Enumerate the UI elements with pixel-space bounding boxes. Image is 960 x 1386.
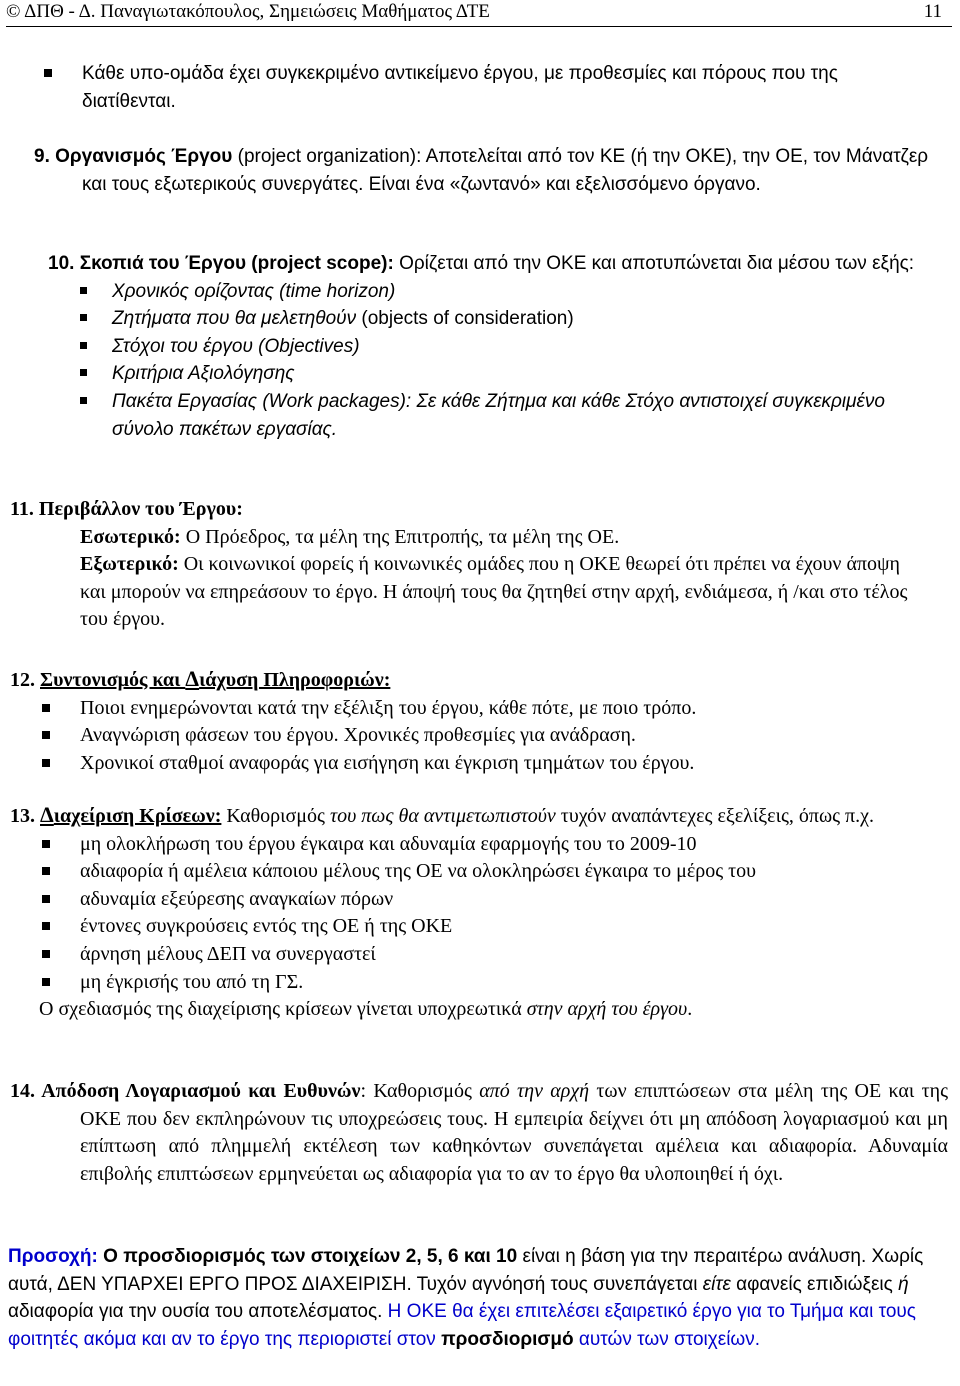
- section-9-title: 9. Οργανισμός Έργου: [34, 146, 233, 167]
- external-label: Εξωτερικό:: [80, 553, 179, 576]
- list-item: αδυναμία εξεύρεσης αναγκαίων πόρων: [30, 886, 930, 914]
- text-part: Η ΟΚΕ θα έχει επιτελέσει εξαιρετικό έργο για το Τμήμα και τους φοιτητές ακόμα και αν το έργο της περιοριστεί στον: [8, 1301, 916, 1350]
- internal-label: Εσωτερικό:: [80, 525, 181, 548]
- text-part: αδιαφορία για την ουσία του αποτελέσματος.: [8, 1301, 388, 1323]
- section-11: [10, 496, 930, 634]
- list-item: Ποιοι ενημερώνονται κατά την εξέλιξη του έργου, κάθε πότε, με ποιο τρόπο.: [30, 695, 930, 723]
- list-item: μη έγκρισής του από τη ΓΣ.: [30, 969, 930, 997]
- section-9-text: (project organization): Αποτελείται από τον ΚΕ (ή την ΟΚΕ), την ΟΕ, τον Μάνατζερ και τους εξωτερικούς συνεργάτες. Είναι ένα «ζωντανό» και εξελισσόμενο όργανο.: [82, 146, 929, 195]
- section-10-title: 10. Σκοπιά του Έργου (project scope):: [48, 253, 394, 274]
- section-13-title: [10, 801, 930, 831]
- section-11-external: [10, 551, 930, 634]
- text-part: στην αρχή του έργου: [526, 998, 688, 1021]
- list-item: άρνηση μέλους ΔΕΠ να συνεργαστεί: [30, 941, 930, 969]
- text-part: Ο σχεδιασμός της διαχείρισης κρίσεων γίνεται υποχρεωτικά: [39, 998, 527, 1021]
- item-tail: (objects of consideration): [356, 308, 574, 330]
- note-text: [8, 1243, 933, 1353]
- section-11-title: 11. Περιβάλλον του Έργου:: [10, 498, 243, 520]
- info-list: [30, 695, 930, 778]
- text-part: .: [687, 998, 693, 1021]
- crisis-list: [30, 831, 930, 997]
- section-11-internal: [10, 524, 930, 552]
- section-10-text: Ορίζεται από την ΟΚΕ και αποτυπώνεται δια μέσου των εξής:: [393, 253, 915, 274]
- title-part: Συντονισμός και: [40, 669, 186, 691]
- text-part: προσδιορισμό: [441, 1328, 574, 1350]
- list-item: Χρονικοί σταθμοί αναφοράς για εισήγηση και έγκριση τμημάτων του έργου.: [30, 750, 930, 778]
- text-part: του πως θα αντιμετωπιστούν: [329, 805, 556, 827]
- section-12: [10, 665, 930, 777]
- text-part: ή: [898, 1273, 909, 1295]
- title-part: Δ: [40, 802, 54, 827]
- text-part: Καθορισμός: [221, 805, 330, 827]
- list-item: [80, 305, 948, 333]
- section-13-closing: [10, 996, 930, 1024]
- external-text: Οι κοινωνικοί φορείς ή κοινωνικές ομάδες που η ΟΚΕ θεωρεί ότι πρέπει να έχουν άποψη και μπορούν να επηρεάσουν το έργο. Η άποψή τους θα ζητηθεί στην αρχή, ενδιάμεσα, ή /και στο τέλος του έργου.: [80, 553, 908, 631]
- note-block: [8, 1243, 933, 1353]
- section-num: 12.: [10, 669, 40, 691]
- section-12-title: [10, 665, 930, 695]
- top-bullet-list: [32, 60, 932, 115]
- top-bullet-block: [32, 60, 932, 115]
- list-item: Κριτήρια Αξιολόγησης: [80, 360, 948, 388]
- page-number: 11: [923, 1, 942, 22]
- section-13: [10, 801, 930, 1024]
- title-part: ιάχυση Πληροφοριών:: [199, 669, 391, 691]
- section-14-text: [10, 1078, 948, 1188]
- title-part: Δ: [185, 666, 200, 691]
- title-part: ιαχείριση Κρίσεων:: [53, 805, 222, 827]
- list-item: αδιαφορία ή αμέλεια κάποιου μέλους της ΟΕ να ολοκληρώσει έγκαιρα το μέρος του: [30, 858, 930, 886]
- list-item: Αναγνώριση φάσεων του έργου. Χρονικές προθεσμίες για ανάδραση.: [30, 722, 930, 750]
- text-part: Ο προσδιορισμός των στοιχείων 2, 5, 6 και 10: [97, 1246, 523, 1267]
- section-14: [10, 1078, 948, 1188]
- internal-text: Ο Πρόεδρος, τα μέλη της Επιτροπής, τα μέλη της ΟΕ.: [180, 525, 620, 548]
- text-part: αφανείς επιδιώξεις: [730, 1273, 899, 1295]
- text-part: είναι η βάση για την περαιτέρω ανάλυση. Χωρίς αυτά, ΔΕΝ ΥΠΑΡΧΕΙ ΕΡΓΟ ΠΡΟΣ ΔΙΑΧΕΙΡΙΣΗ. Τυχόν αγνόησή τους συνεπάγεται: [8, 1246, 924, 1295]
- item-text: Ζητήματα που θα μελετηθούν: [112, 308, 357, 330]
- text-part: από την αρχή: [479, 1080, 590, 1102]
- note-label: Προσοχή:: [8, 1246, 98, 1267]
- text-part: αυτών των στοιχείων.: [573, 1328, 761, 1350]
- list-item: μη ολοκλήρωση του έργου έγκαιρα και αδυναμία εφαρμογής του το 2009-10: [30, 831, 930, 859]
- text-part: τυχόν αναπάντεχες εξελίξεις, όπως π.χ.: [555, 805, 875, 827]
- text-part: : Καθορισμός: [360, 1080, 480, 1102]
- scope-list: [80, 278, 948, 444]
- list-item: έντονες συγκρούσεις εντός της ΟΕ ή της ΟΚΕ: [30, 913, 930, 941]
- list-item: Κάθε υπο-ομάδα έχει συγκεκριμένο αντικείμενο έργου, με προθεσμίες και πόρους που της διατίθενται.: [32, 60, 932, 115]
- list-item: Χρονικός ορίζοντας (time horizon): [80, 278, 948, 306]
- text-part: είτε: [702, 1273, 731, 1295]
- section-num: 13.: [10, 805, 40, 827]
- text-part: των επιπτώσεων στα μέλη της ΟΕ και της ΟΚΕ που δεν εκπληρώνουν τις υποχρεώσεις τους. Η εμπειρία δείχνει ότι μη απόδοση λογαριασμού και μη επίπτωση από πλημμελή εκτέλεση των καθηκόντων συνεπάγεται αμέλεια και αδιαφορία. Αδυναμία επιβολής επιπτώσεων ερμηνεύεται ως αδιαφορία για το αν το έργο θα υλοποιηθεί ή όχι.: [80, 1080, 948, 1185]
- list-item: Στόχοι του έργου (Objectives): [80, 333, 948, 361]
- section-9: [32, 143, 932, 198]
- section-14-title: 14. Απόδοση Λογαριασμού και Ευθυνών: [10, 1080, 361, 1102]
- page-header: [6, 0, 952, 27]
- section-10: [48, 250, 948, 443]
- list-item: Πακέτα Εργασίας (Work packages): Σε κάθε Ζήτημα και κάθε Στόχο αντιστοιχεί συγκεκριμένο σύνολο πακέτων εργασίας.: [80, 388, 948, 443]
- header-text: © ΔΠΘ - Δ. Παναγιωτακόπουλος, Σημειώσεις Μαθήματος ΔΤΕ: [6, 1, 490, 22]
